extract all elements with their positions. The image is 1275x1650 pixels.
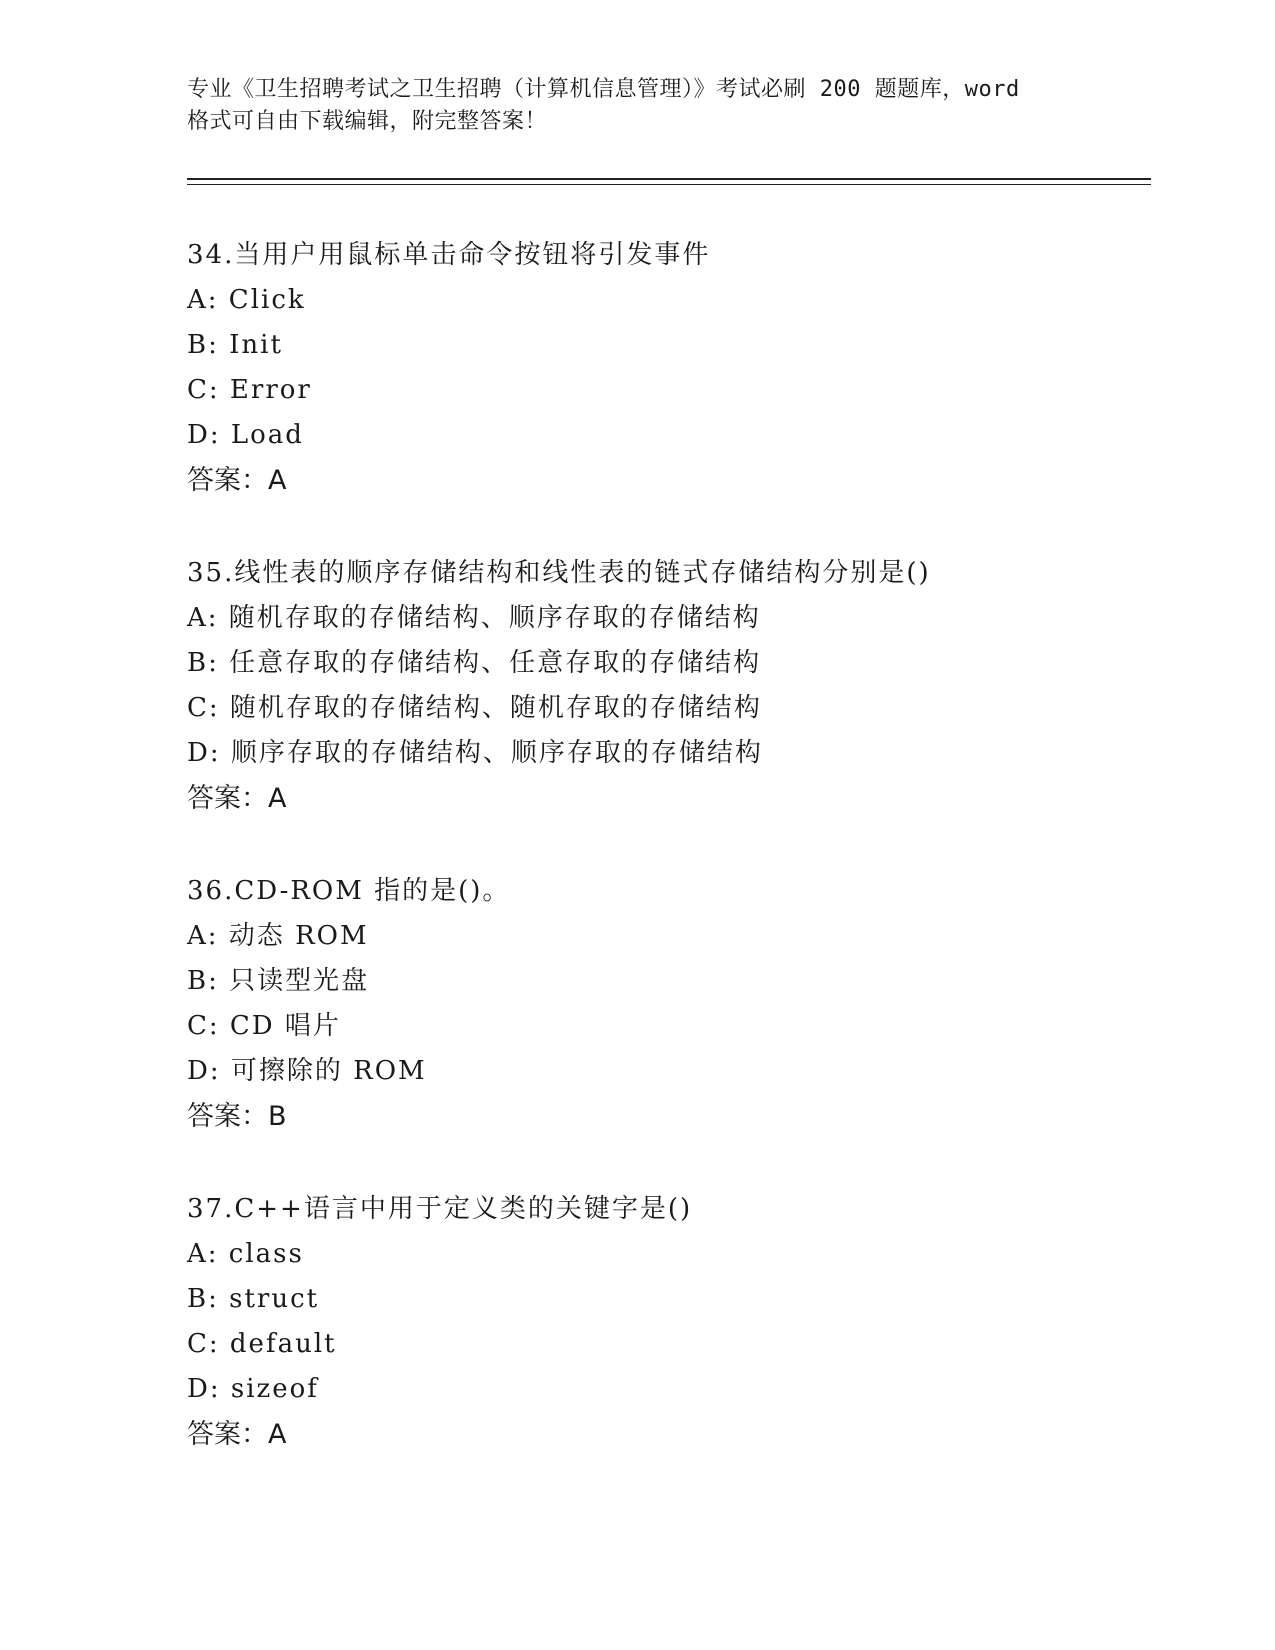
answer-line: 答案：A bbox=[187, 783, 287, 814]
option-c: C: 随机存取的存储结构、随机存取的存储结构 bbox=[187, 693, 762, 723]
option-d: D: 可擦除的 ROM bbox=[187, 1056, 427, 1086]
question-stem: 35.线性表的顺序存储结构和线性表的链式存储结构分别是() bbox=[187, 558, 931, 588]
option-a: A: 随机存取的存储结构、顺序存取的存储结构 bbox=[187, 603, 761, 633]
answer-line: 答案：A bbox=[187, 1419, 287, 1450]
option-c: C: default bbox=[187, 1329, 337, 1359]
option-b: B: struct bbox=[187, 1284, 320, 1314]
header-divider-bottom bbox=[187, 184, 1151, 185]
option-a: A: class bbox=[187, 1239, 304, 1269]
question-stem: 36.CD-ROM 指的是()。 bbox=[187, 876, 511, 906]
option-c: C: Error bbox=[187, 375, 312, 405]
document-header bbox=[187, 74, 1087, 138]
option-b: B: 只读型光盘 bbox=[187, 966, 370, 996]
option-a: A: Click bbox=[187, 285, 306, 315]
option-d: D: sizeof bbox=[187, 1374, 319, 1404]
question-stem: 37.C++语言中用于定义类的关键字是() bbox=[187, 1194, 693, 1224]
header-line-2: 格式可自由下载编辑，附完整答案！ bbox=[187, 109, 548, 134]
answer-line: 答案：A bbox=[187, 465, 287, 496]
option-a: A: 动态 ROM bbox=[187, 921, 369, 951]
question-34 bbox=[187, 233, 1147, 503]
option-d: D: Load bbox=[187, 420, 304, 450]
question-stem: 34.当用户用鼠标单击命令按钮将引发事件 bbox=[187, 240, 711, 270]
header-divider-top bbox=[187, 178, 1151, 180]
option-b: B: 任意存取的存储结构、任意存取的存储结构 bbox=[187, 648, 762, 678]
option-c: C: CD 唱片 bbox=[187, 1011, 341, 1041]
option-b: B: Init bbox=[187, 330, 283, 360]
question-36 bbox=[187, 869, 1147, 1139]
header-line-1: 专业《卫生招聘考试之卫生招聘（计算机信息管理）》考试必刷 200 题题库，word bbox=[187, 77, 1020, 102]
question-35 bbox=[187, 551, 1147, 821]
option-d: D: 顺序存取的存储结构、顺序存取的存储结构 bbox=[187, 738, 763, 768]
question-37 bbox=[187, 1187, 1147, 1457]
answer-line: 答案：B bbox=[187, 1101, 287, 1132]
